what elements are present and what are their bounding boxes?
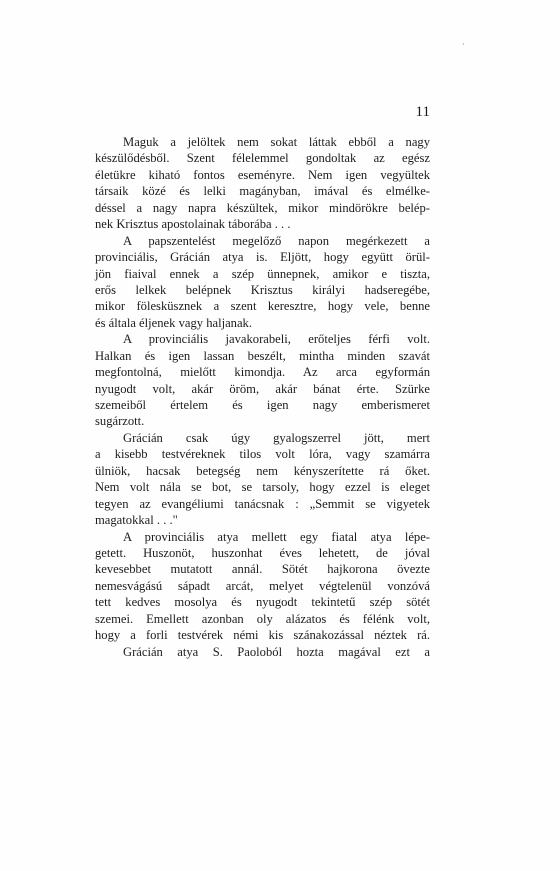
text-line: jön fiaival ennek a szép ünnepnek, amikor e tiszta,: [95, 266, 430, 281]
paragraph-2: [95, 233, 430, 332]
text-line: Grácián atya S. Paoloból hozta magával ezt a: [123, 644, 430, 659]
text-line: Maguk a jelöltek nem sokat láttak ebből a nagy: [123, 135, 430, 149]
text-line: nemesvágású sápadt arcát, melyet végtelenül vonzóvá: [95, 578, 430, 593]
text-line: Nem volt nála se bot, se tarsoly, hogy ezzel is eleget: [95, 480, 430, 495]
text-line: és általa éljenek vagy haljanak.: [95, 315, 252, 330]
text-line: szemei. Emellett azonban oly alázatos és félénk volt,: [95, 611, 430, 626]
text-line: kevesebbet mutatott annál. Sötét hajkorona övezte: [95, 562, 430, 577]
text-line: sugárzott.: [95, 414, 145, 429]
text-line: erős lelkek belépnek Krisztus királyi hadseregébe,: [95, 282, 430, 297]
text-line: megfontolná, mielőtt kimondja. Az arca egyformán: [95, 365, 430, 380]
text-line: szemeiből értelem és igen nagy emberismeret: [95, 398, 430, 412]
text-line: ülniök, hacsak betegség nem kényszerítette rá őket.: [95, 463, 430, 478]
text-line: provinciális, Grácián atya is. Eljött, hogy együtt örül-: [95, 250, 430, 265]
paragraph-1: [95, 134, 430, 233]
paragraph-5: [95, 529, 430, 644]
text-line: A provinciális javakorabeli, erőteljes férfi volt.: [123, 332, 430, 347]
text-line: hogy a forli testvérek némi kis szánakozással néztek rá.: [95, 628, 430, 643]
text-line: A provinciális atya mellett egy fiatal atya lépe-: [123, 529, 430, 544]
text-line: Grácián csak úgy gyalogszerrel jött, mert: [123, 430, 430, 445]
text-line: getett. Huszonöt, huszonhat éves lehetett, de jóval: [95, 545, 430, 560]
body-text: [95, 134, 430, 660]
text-line: készülődésből. Szent félelemmel gondoltak az egész: [95, 151, 430, 166]
paragraph-4: [95, 430, 430, 529]
text-line: tett kedves mosolya és nyugodt tekintetű szép sötét: [95, 595, 430, 610]
paragraph-6: [95, 644, 430, 660]
text-line: nyugodt volt, akár öröm, akár bánat érte. Szürke: [95, 381, 430, 396]
text-line: Halkan és igen lassan beszélt, mintha minden szavát: [95, 348, 430, 363]
text-line: magatokkal . . .": [95, 513, 178, 528]
text-line: tegyen az evangéliumi tanácsnak : „Semmit se vigyetek: [95, 496, 430, 511]
text-line: mikor fölesküsznek a szent keresztre, hogy vele, benne: [95, 299, 430, 314]
text-line: A papszentelést megelőző napon megérkezett a: [123, 233, 430, 248]
text-line: társaik közé és lelki magányban, imával és elmélke-: [95, 184, 430, 199]
scan-speck: ·: [462, 40, 465, 49]
text-line: nek Krisztus apostolainak táborába . . .: [95, 217, 291, 232]
page-number: 11: [415, 104, 430, 120]
text-line: a kisebb testvéreknek tilos volt lóra, vagy szamárra: [95, 447, 430, 462]
paragraph-3: [95, 331, 430, 430]
text-line: életükre kiható fontos eseményre. Nem igen vegyültek: [95, 167, 430, 182]
text-line: déssel a nagy napra készültek, mikor mindörökre belép-: [95, 200, 430, 215]
